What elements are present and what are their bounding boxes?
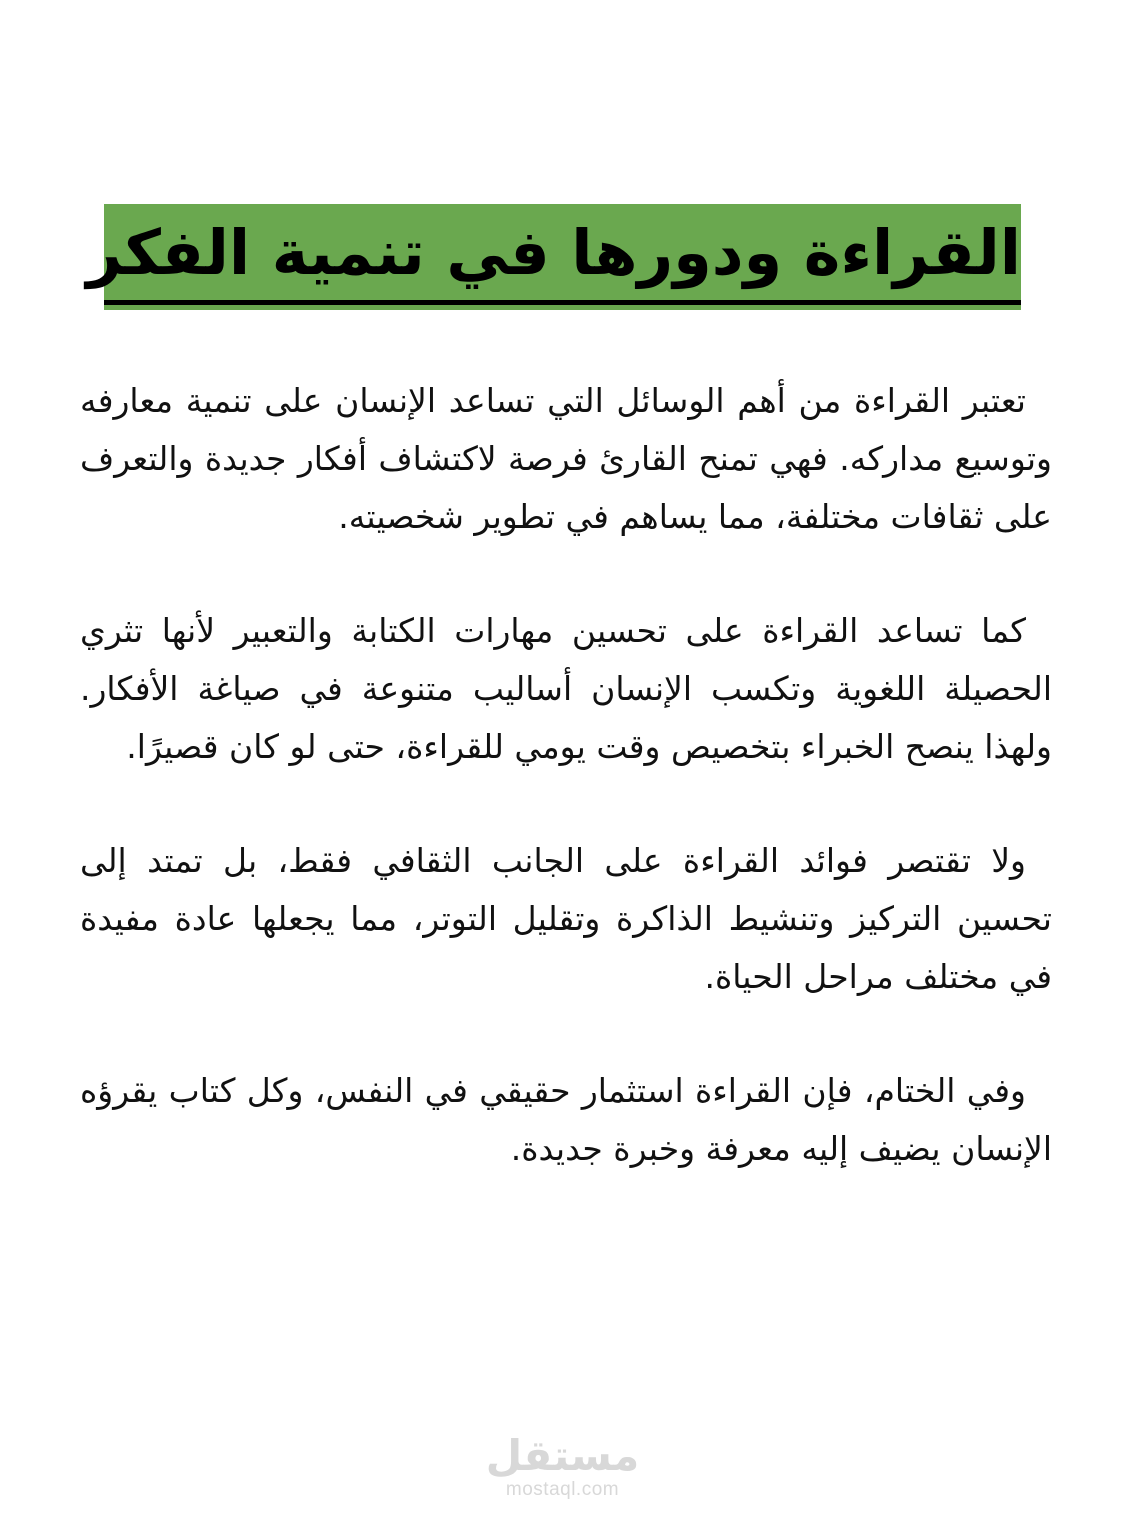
watermark-logo: مستقل — [485, 1431, 640, 1480]
title-underline — [104, 300, 1021, 305]
watermark-site: mostaql.com — [505, 1479, 620, 1500]
title-banner — [86, 204, 1021, 310]
paragraph-1: تعتبر القراءة من أهم الوسائل التي تساعد الإنسان على تنمية معارفه وتوسيع مداركه. فهي تمنح القارئ فرصة لاكتشاف أفكار جديدة والتعرف على ثقافات مختلفة، مما يساهم في تطوير شخصيته. — [80, 381, 1052, 536]
mostaql-watermark — [480, 1432, 645, 1500]
page-title: القراءة ودورها في تنمية الفكر — [86, 216, 1021, 289]
paragraph-2: كما تساعد القراءة على تحسين مهارات الكتابة والتعبير لأنها تثري الحصيلة اللغوية وتكسب الإنسان أساليب متنوعة في صياغة الأفكار. ولهذا ينصح الخبراء بتخصيص وقت يومي للقراءة، حتى لو كان قصيرًا. — [80, 611, 1052, 766]
paragraph-3: ولا تقتصر فوائد القراءة على الجانب الثقافي فقط، بل تمتد إلى تحسين التركيز وتنشيط الذاكرة وتقليل التوتر، مما يجعلها عادة مفيدة في مختلف مراحل الحياة. — [80, 841, 1052, 996]
paragraph-4: وفي الختام، فإن القراءة استثمار حقيقي في النفس، وكل كتاب يقرؤه الإنسان يضيف إليه معرفة وخبرة جديدة. — [80, 1071, 1052, 1168]
article-body — [80, 372, 1052, 1234]
